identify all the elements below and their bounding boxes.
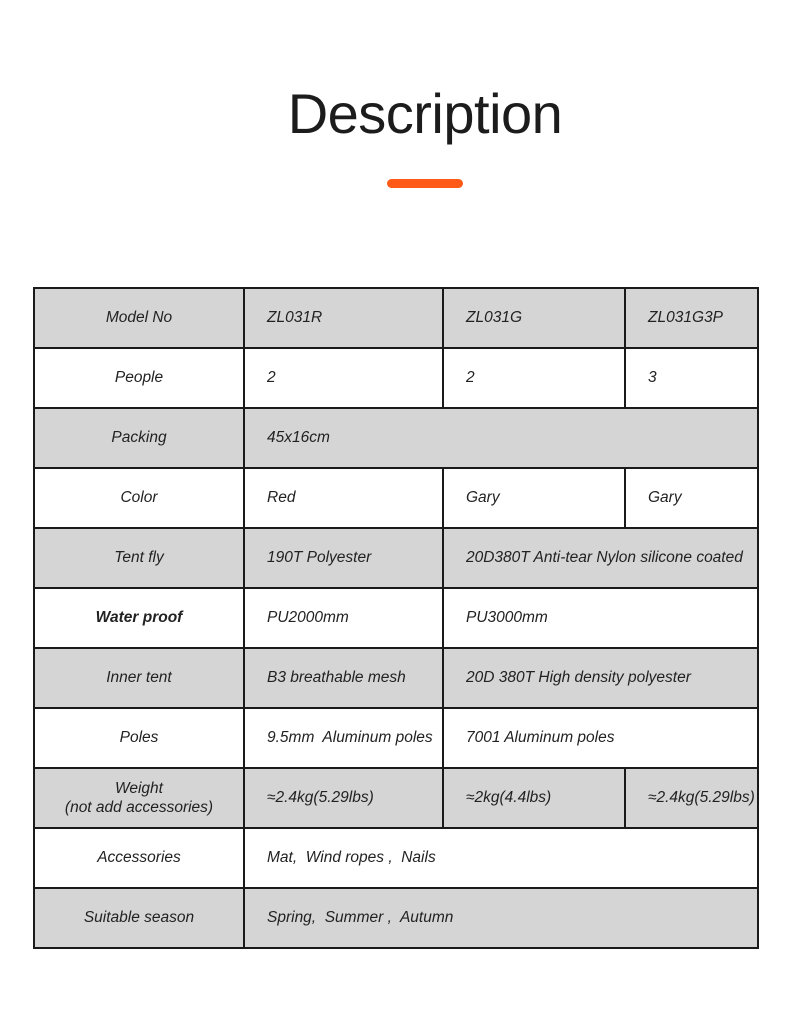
row-label-text: Poles — [119, 729, 159, 747]
table-row — [34, 528, 758, 588]
row-label-text: Color — [120, 489, 158, 507]
row-label-text: Packing — [111, 429, 167, 447]
table-row — [34, 588, 758, 648]
row-label — [34, 888, 244, 948]
table-row — [34, 888, 758, 948]
value-cell: 20D 380T High density polyester — [443, 648, 758, 708]
value-cell: Red — [244, 468, 443, 528]
table-row — [34, 408, 758, 468]
value-cell: 20D380T Anti-tear Nylon silicone coated — [443, 528, 758, 588]
value-cell: ZL031R — [244, 288, 443, 348]
value-cell: PU3000mm — [443, 588, 758, 648]
title-underline-accent — [387, 179, 463, 188]
row-label — [34, 648, 244, 708]
value-cell: ZL031G — [443, 288, 625, 348]
value-cell: 9.5mm Aluminum poles — [244, 708, 443, 768]
row-label-text: Water proof — [95, 609, 183, 627]
row-label-subtext: (not add accessories) — [64, 799, 214, 816]
table-row — [34, 348, 758, 408]
row-label-text: Weight — [115, 779, 163, 797]
value-cell: 3 — [625, 348, 758, 408]
row-label — [34, 708, 244, 768]
value-cell: Gary — [625, 468, 758, 528]
value-cell: B3 breathable mesh — [244, 648, 443, 708]
table-row — [34, 648, 758, 708]
row-label — [34, 828, 244, 888]
value-cell: 2 — [244, 348, 443, 408]
value-cell: Gary — [443, 468, 625, 528]
row-label — [34, 408, 244, 468]
value-cell: 45x16cm — [244, 408, 758, 468]
row-label-text: People — [114, 369, 164, 387]
row-label-text: Suitable season — [83, 909, 195, 927]
value-cell: Mat, Wind ropes , Nails — [244, 828, 758, 888]
row-label — [34, 768, 244, 828]
value-cell: ≈2kg(4.4lbs) — [443, 768, 625, 828]
value-cell: ≈2.4kg(5.29lbs) — [244, 768, 443, 828]
value-cell: PU2000mm — [244, 588, 443, 648]
row-label-text: Inner tent — [106, 669, 172, 687]
table-row — [34, 288, 758, 348]
table-row — [34, 768, 758, 828]
page-title: Description — [287, 82, 563, 145]
row-label — [34, 288, 244, 348]
table-row — [34, 708, 758, 768]
table-row — [34, 468, 758, 528]
value-cell: ≈2.4kg(5.29lbs) — [625, 768, 758, 828]
spec-table-body — [34, 288, 758, 948]
row-label — [34, 588, 244, 648]
row-label — [34, 468, 244, 528]
value-cell: Spring, Summer , Autumn — [244, 888, 758, 948]
value-cell: ZL031G3P — [625, 288, 758, 348]
row-label-text: Tent fly — [114, 549, 164, 567]
value-cell: 2 — [443, 348, 625, 408]
row-label-text: Accessories — [97, 849, 181, 867]
table-row — [34, 828, 758, 888]
row-label — [34, 528, 244, 588]
row-label — [34, 348, 244, 408]
row-label-text: Model No — [105, 309, 173, 327]
value-cell: 190T Polyester — [244, 528, 443, 588]
product-spec-table — [33, 287, 759, 949]
value-cell: 7001 Aluminum poles — [443, 708, 758, 768]
description-header — [30, 82, 790, 193]
